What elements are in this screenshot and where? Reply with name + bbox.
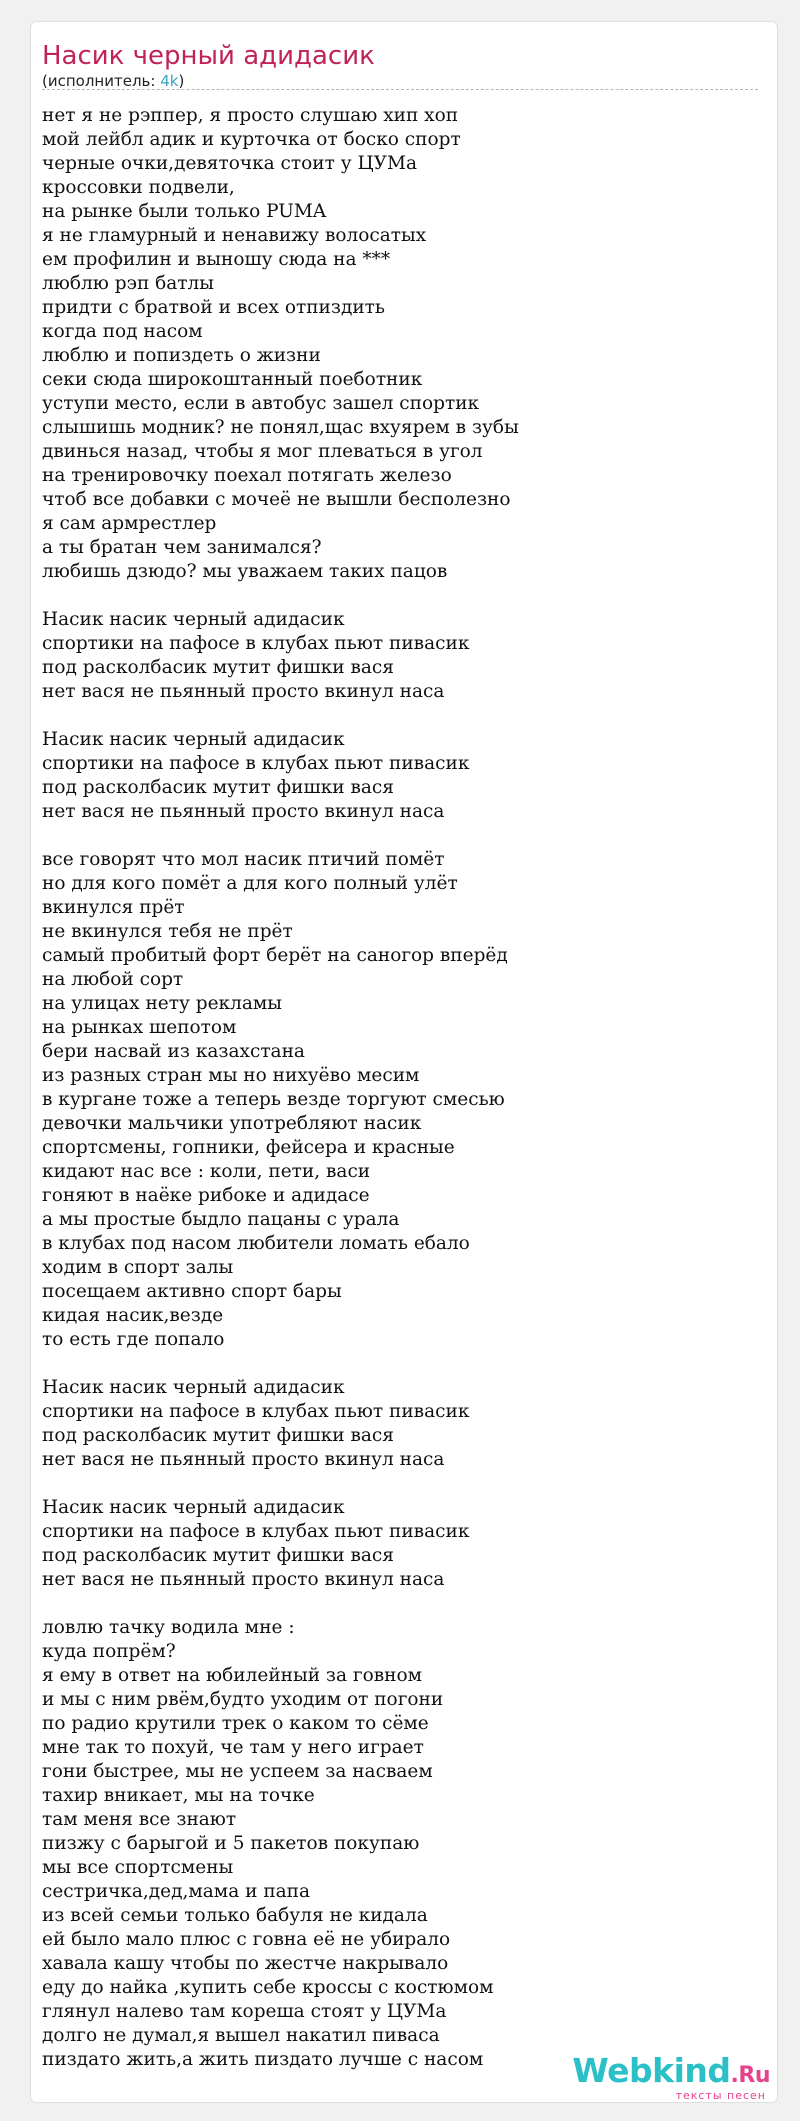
lyric-line: тахир вникает, мы на точке bbox=[42, 1785, 315, 1806]
lyric-line bbox=[42, 824, 752, 848]
lyric-line: на рынке были только PUMA bbox=[42, 201, 327, 222]
lyric-line: еду до найка ,купить себе кроссы с костюмом bbox=[42, 1977, 494, 1998]
lyric-line: но для кого помёт а для кого полный улёт bbox=[42, 873, 458, 894]
lyric-line bbox=[42, 584, 752, 608]
brand-tagline: тексты песен bbox=[675, 2089, 766, 2102]
lyric-line: кидая насик,везде bbox=[42, 1305, 224, 1326]
lyric-line: не вкинулся тебя не прёт bbox=[42, 921, 293, 942]
lyric-line bbox=[42, 1472, 752, 1496]
lyric-line: куда попрём? bbox=[42, 1641, 176, 1662]
lyric-line: а ты братан чем занимался? bbox=[42, 537, 322, 558]
lyric-line: Насик насик черный адидасик bbox=[42, 729, 345, 750]
lyric-line: кроссовки подвели, bbox=[42, 177, 235, 198]
lyric-line: из всей семьи только бабуля не кидала bbox=[42, 1905, 428, 1926]
lyric-line: под расколбасик мутит фишки вася bbox=[42, 657, 394, 678]
lyric-line: спортсмены, гопники, фейсера и красные bbox=[42, 1137, 455, 1158]
lyric-line bbox=[42, 1352, 752, 1376]
lyric-line: глянул налево там кореша стоят у ЦУМа bbox=[42, 2001, 447, 2022]
lyric-line: уступи место, если в автобус зашел спортик bbox=[42, 393, 480, 414]
lyric-line: ем профилин и выношу сюда на *** bbox=[42, 249, 391, 270]
brand-name-text: Webkind bbox=[572, 2051, 731, 2090]
lyric-line: на любой сорт bbox=[42, 969, 184, 990]
lyric-line: ловлю тачку водила мне : bbox=[42, 1617, 295, 1638]
lyric-line: придти с братвой и всех отпиздить bbox=[42, 297, 385, 318]
brand-name bbox=[570, 2053, 770, 2094]
lyric-line: люблю рэп батлы bbox=[42, 273, 215, 294]
lyric-line: гони быстрее, мы не успеем за насваем bbox=[42, 1761, 433, 1782]
lyric-line: любишь дзюдо? мы уважаем таких пацов bbox=[42, 561, 448, 582]
lyric-line bbox=[42, 1592, 752, 1616]
lyric-line: пизжу с барыгой и 5 пакетов покупаю bbox=[42, 1833, 420, 1854]
lyric-line: я сам армрестлер bbox=[42, 513, 217, 534]
lyric-line: вкинулся прёт bbox=[42, 897, 185, 918]
lyric-line: Насик насик черный адидасик bbox=[42, 609, 345, 630]
lyric-line: двинься назад, чтобы я мог плеваться в угол bbox=[42, 441, 483, 462]
lyric-line: когда под насом bbox=[42, 321, 203, 342]
lyric-line: Насик насик черный адидасик bbox=[42, 1497, 345, 1518]
lyric-line: черные очки,девяточка стоит у ЦУМа bbox=[42, 153, 417, 174]
lyric-line: посещаем активно спорт бары bbox=[42, 1281, 342, 1302]
lyric-line: спортики на пафосе в клубах пьют пивасик bbox=[42, 1401, 470, 1422]
lyric-line: спортики на пафосе в клубах пьют пивасик bbox=[42, 1521, 470, 1542]
lyric-line: нет вася не пьянный просто вкинул наса bbox=[42, 1449, 445, 1470]
artist-prefix: (исполнитель: bbox=[42, 72, 161, 90]
lyric-line: пиздато жить,а жить пиздато лучше с насом bbox=[42, 2049, 484, 2070]
brand-domain: .Ru bbox=[730, 2063, 770, 2088]
lyric-line: и мы с ним рвём,будто уходим от погони bbox=[42, 1689, 444, 1710]
lyric-line: в кургане тоже а теперь везде торгуют смесью bbox=[42, 1089, 505, 1110]
lyric-line: на рынках шепотом bbox=[42, 1017, 237, 1038]
lyric-line: все говорят что мол насик птичий помёт bbox=[42, 849, 445, 870]
lyric-line: из разных стран мы но нихуёво месим bbox=[42, 1065, 420, 1086]
lyric-line: мой лейбл адик и курточка от боско спорт bbox=[42, 129, 461, 150]
artist-suffix: ) bbox=[178, 72, 185, 90]
song-title: Насик черный адидасик bbox=[42, 41, 375, 71]
lyric-line: нет я не рэппер, я просто слушаю хип хоп bbox=[42, 105, 459, 126]
title-divider bbox=[42, 89, 758, 90]
lyric-line: ей было мало плюс с говна её не убирало bbox=[42, 1929, 451, 1950]
lyric-line: хавала кашу чтобы по жестче накрывало bbox=[42, 1953, 449, 1974]
lyric-line: под расколбасик мутит фишки вася bbox=[42, 1545, 394, 1566]
lyric-line: я ему в ответ на юбилейный за говном bbox=[42, 1665, 423, 1686]
artist-link[interactable]: 4k bbox=[160, 72, 179, 90]
lyric-line: спортики на пафосе в клубах пьют пивасик bbox=[42, 633, 470, 654]
lyric-line: кидают нас все : коли, пети, васи bbox=[42, 1161, 371, 1182]
lyric-line: в клубах под насом любители ломать ебало bbox=[42, 1233, 470, 1254]
lyric-line: под расколбасик мутит фишки вася bbox=[42, 777, 394, 798]
lyric-line: люблю и попиздеть о жизни bbox=[42, 345, 321, 366]
lyric-line: ходим в спорт залы bbox=[42, 1257, 234, 1278]
lyric-line: нет вася не пьянный просто вкинул наса bbox=[42, 1569, 445, 1590]
lyric-line: девочки мальчики употребляют насик bbox=[42, 1113, 422, 1134]
lyric-line: самый пробитый форт берёт на саногор вперёд bbox=[42, 945, 508, 966]
lyric-line: а мы простые быдло пацаны с урала bbox=[42, 1209, 400, 1230]
lyric-line: бери насвай из казахстана bbox=[42, 1041, 305, 1062]
lyric-line: там меня все знают bbox=[42, 1809, 237, 1830]
lyric-line bbox=[42, 704, 752, 728]
lyric-line: нет вася не пьянный просто вкинул наса bbox=[42, 681, 445, 702]
webkind-logo[interactable] bbox=[570, 2051, 770, 2102]
lyric-line: то есть где попало bbox=[42, 1329, 225, 1350]
lyric-line: гоняют в наёке рибоке и адидасе bbox=[42, 1185, 370, 1206]
lyric-line: по радио крутили трек о каком то сёме bbox=[42, 1713, 429, 1734]
lyric-line: нет вася не пьянный просто вкинул наса bbox=[42, 801, 445, 822]
lyric-line: слышишь модник? не понял,щас вхуярем в зубы bbox=[42, 417, 519, 438]
lyric-line: секи сюда широкоштанный поеботник bbox=[42, 369, 423, 390]
lyric-line: под расколбасик мутит фишки вася bbox=[42, 1425, 394, 1446]
lyric-line: мне так то похуй, че там у него играет bbox=[42, 1737, 424, 1758]
lyric-line: долго не думал,я вышел накатил пиваса bbox=[42, 2025, 440, 2046]
lyric-line: мы все спортсмены bbox=[42, 1857, 234, 1878]
artist-line bbox=[42, 72, 184, 90]
lyric-line: на улицах нету рекламы bbox=[42, 993, 282, 1014]
lyric-line: Насик насик черный адидасик bbox=[42, 1377, 345, 1398]
lyric-line: чтоб все добавки с мочеё не вышли бесполезно bbox=[42, 489, 511, 510]
lyrics-text bbox=[42, 104, 752, 2072]
lyric-line: спортики на пафосе в клубах пьют пивасик bbox=[42, 753, 470, 774]
lyric-line: сестричка,дед,мама и папа bbox=[42, 1881, 311, 1902]
lyric-line: на тренировочку поехал потягать железо bbox=[42, 465, 452, 486]
lyric-line: я не гламурный и ненавижу волосатых bbox=[42, 225, 427, 246]
